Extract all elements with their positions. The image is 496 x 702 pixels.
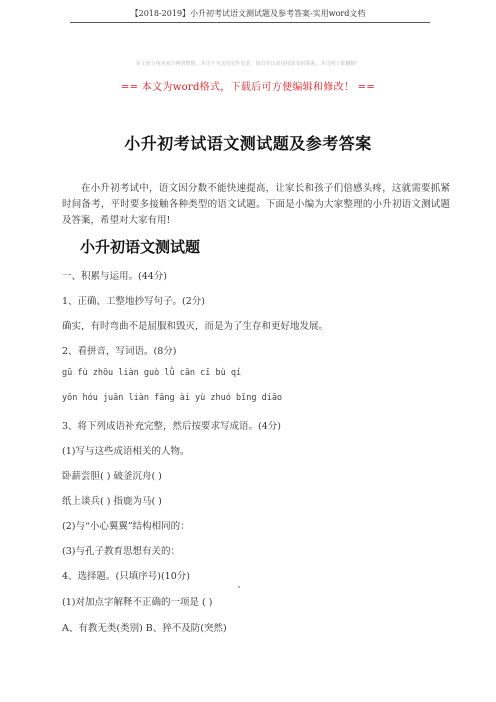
section-heading: 小升初语文测试题 xyxy=(80,238,201,256)
pinyin-row-2: yōn hóu juān liàn fāng ài yù zhuó bīng diāo xyxy=(62,393,283,403)
question-1: 1、正确、工整地抄写句子。(2分) xyxy=(62,296,206,307)
document-title: 小升初考试语文测试题及参考答案 xyxy=(124,134,372,153)
question-4-options: A、有教无类(类别) B、猝不及防(突然) xyxy=(62,623,227,634)
question-3-part-2: (2)与“小心翼翼”结构相同的： xyxy=(62,521,190,532)
question-4: 4、选择题。(只填序号)(10分) xyxy=(62,571,190,582)
stray-dot xyxy=(238,586,240,588)
intro-paragraph: 在小升初考试中，语文因分数不能快速提高，让家长和孩子们倍感头疼，这就需要抓紧时间备考，平时要多接触各种类型的语文试题。下面是小编为大家整理的小升初语文测试题及答案，希望对大家有用! xyxy=(62,183,450,226)
disclaimer-text: 本文部分内容来自网络整理，本司不为其真实性负责，如有异议或侵权请及时联系，本司将立即删除！ xyxy=(135,61,361,67)
question-3: 3、将下列成语补充完整，然后按要求写成语。(4分) xyxy=(62,421,282,432)
question-4-part-1: (1)对加点字解释不正确的一项是 ( ) xyxy=(62,597,213,608)
question-part-heading: 一、积累与运用。(44分) xyxy=(62,271,168,282)
question-3-part-3: (3)与孔子教育思想有关的： xyxy=(62,546,180,557)
page-header-title: 【2018-2019】小升初考试语文测试题及参考答案-实用word文档 xyxy=(130,9,366,18)
idiom-row-1: 卧薪尝胆( ) 破釜沉舟( ) xyxy=(62,471,162,482)
question-1-sentence: 确实，有时弯曲不是屈服和毁灭，而是为了生存和更好地发展。 xyxy=(62,321,329,332)
word-format-notice: == 本文为word格式，下载后可方便编辑和修改！ == xyxy=(120,82,376,93)
header-rule xyxy=(70,22,430,23)
question-3-part-1: (1)写与这些成语相关的人物。 xyxy=(62,446,190,457)
pinyin-row-1: gū fù zhōu liàn guò lǜ cān cī bù qí xyxy=(62,368,242,378)
idiom-row-2: 纸上谈兵( ) 指鹿为马( ) xyxy=(62,496,162,507)
question-2: 2、看拼音，写词语。(8分) xyxy=(62,346,177,357)
